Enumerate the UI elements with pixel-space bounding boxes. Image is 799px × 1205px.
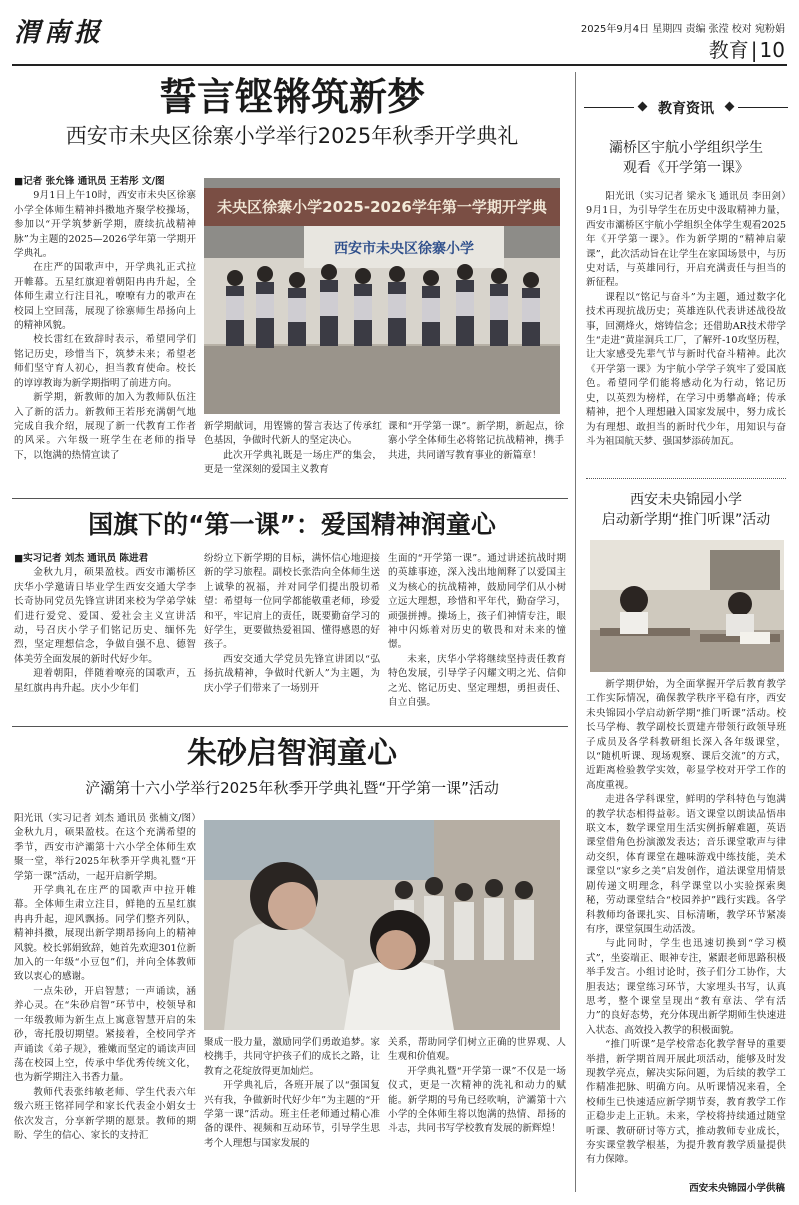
- paragraph: 课程以“铭记与奋斗”为主题，通过数字化技术再现抗战历史；英雄连队代表讲述战役故事，回溯烽火，熔铸信念；还借助AR技术带学生“走进”黄崖洞兵工厂，了解歼-10攻坚历程，让大家感受先辈气节与新时代奋斗精神。此次《开学第一课》为宇航小学学子筑牢了爱国底色。希望同学们能将感动化为行动，铭记历史，以英烈为榜样，在学习中勇攀高峰；传承精神，把个人理想融入国家发展中，努力成长为有理想、敢担当的新时代少年，用知识与奋斗为祖国航天梦、强国梦添砖加瓦。: [586, 291, 786, 447]
- sidebar-section-header: [584, 96, 788, 120]
- title-line: 启动新学期“推门听课”活动: [601, 512, 771, 528]
- paragraph: 与此同时，学生也迅速切换到“学习模式”，坐姿端正、眼神专注，紧跟老师思路积极举手发言。小组讨论时，孩子们分工协作，大胆表达；课堂练习环节，大家埋头书写，认真思考，整个课堂呈现出“教有章法、学有活力”的良好态势，充分体现出新学期师生快速进入状态、高效投入教学的积极面貌。: [586, 938, 786, 1036]
- story1-headline: 誓言铿锵筑新梦: [158, 75, 425, 119]
- story3-column-2: [204, 1036, 380, 1192]
- title-line: 西安未央锦园小学: [630, 492, 742, 508]
- story2-column-1: [14, 552, 196, 720]
- paragraph: 新学期献词，用铿锵的誓言表达了传承红色基因，争做时代新人的坚定决心。: [204, 421, 382, 447]
- paragraph: 走进各学科课堂，鲜明的学科特色与饱满的教学状态相得益彰。语文课堂以朗读品悟串联文本，数学课堂用生活实例拆解难题，英语课堂借角色扮演激发表达；音乐课堂歌声与律动交织，体育课堂在趣味游戏中练技能，美术课堂以“家乡之美”启发创作，道法课堂用情景剧传递文明理念，科学课堂以小实验探索奥秘，劳动课堂结合“校园养护”践行实践。各学科教师均备课扎实、目标清晰，教学环节紧凑有序，课堂氛围生动活泼。: [586, 794, 786, 935]
- ceremony-photo: [204, 178, 560, 414]
- page-number: 10: [759, 38, 785, 62]
- story3-subhead: 浐灞第十六小学举行2025年秋季开学典礼暨“开学第一课”活动: [85, 779, 499, 797]
- school-sign: 西安市未央区徐寨小学: [334, 241, 474, 257]
- sidebar-story-b-body: [586, 678, 786, 1180]
- header-diamond: [638, 102, 648, 112]
- paragraph: 阳光讯（实习记者 刘杰 通讯员 张楠文/图）金秋九月，硕果盈枝。在这个充满希望的季节，西安市浐灞第十六小学全体师生欢聚一堂，举行2025年秋季开学典礼暨“开学第一课”活动，一起开启新学期。: [14, 813, 196, 882]
- story1-column-3: [388, 420, 564, 492]
- paragraph: 开学典礼后，各班开展了以“强国复兴有我，争做新时代好少年”为主题的“开学第一课”活动。班主任老师通过精心准备的课件、视频和互动环节，引导学生思考个人理想与国家发展的: [204, 1080, 380, 1149]
- date-line: 2025年9月4日 星期四 责编 张滢 校对 宛粉娟: [580, 24, 785, 35]
- story-divider: [12, 726, 568, 727]
- paragraph: 纷纷立下新学期的目标，满怀信心地迎接新的学习旅程。副校长张浩向全体师生送上诚挚的祝福，并对同学们提出殷切希望：希望每一位同学都能敬重老师，珍爱和平，牢记肩上的责任，既要勤奋学习的好学生，更要做热爱祖国、懂得感恩的好孩子。: [204, 553, 380, 651]
- paragraph: 生面的“开学第一课”。通过讲述抗战时期的英雄事迹，深入浅出地阐释了以爱国主义为核心的抗战精神，鼓励同学们从小树立远大理想，珍惜和平年代，勤奋学习，顽强拼搏。操场上，孩子们神情专注，眼神中闪烁着对历史的敬畏和对未来的憧憬。: [388, 553, 566, 651]
- paragraph: 新学期伊始，为全面掌握开学后教育教学工作实际情况，确保教学秩序平稳有序，西安未央锦园小学启动新学期“推门听课”活动。校长马学梅、教学副校长贾建卉带领行政领导班子成员及各学科教研组长深入各年级课堂，以“随机听课、现场观察、课后交流”的方式，近距离检验教学实效，彰显学校对开学工作的高度重视。: [586, 679, 786, 791]
- masthead-rule: [12, 64, 787, 66]
- story3-headline: 朱砂启智润童心: [187, 736, 397, 771]
- paragraph: 聚成一股力量，激励同学们勇敢追梦。家校携手，共同守护孩子们的成长之路，让教育之花绽放得更加灿烂。: [204, 1037, 380, 1077]
- story2-column-3: [388, 552, 566, 720]
- section-name: 教育: [708, 38, 749, 62]
- story3-column-1: [14, 812, 196, 1192]
- classroom-photo: [590, 540, 784, 672]
- paragraph: 阳光讯（实习记者 梁永飞 通讯员 李田剑）9月1日，为引导学生在历史中汲取精神力量，西安市灞桥区宇航小学组织全体学生观看2025年《开学第一课》。作为新学期的“精神启蒙课”，此次活动旨在让学生在家国场景中，与历史对话，与英雄同行，开启充满责任与担当的新征程。: [586, 191, 786, 289]
- header-line-left: [584, 107, 634, 108]
- column-divider: [575, 72, 576, 1192]
- sidebar-divider: [586, 478, 786, 479]
- paragraph: 9月1日上午10时，西安市未央区徐寨小学全体师生精神抖擞地齐聚学校操场，参加以“开学筑梦新学期，赓续抗战精神脉”为主题的2025—2026学年第一学期开学典礼。: [14, 190, 196, 260]
- masthead: [0, 0, 799, 70]
- paragraph: 教师代表张纬敏老师、学生代表六年级六班王铭祥同学和家长代表金小娟女士依次发言，分享新学期的愿景。教师的期盼、学生的信心、家长的支持汇: [14, 1086, 196, 1141]
- newspaper-logo: 渭南报: [14, 18, 105, 48]
- sidebar-section-title: 教育资讯: [658, 101, 714, 117]
- paragraph: 开学典礼暨“开学第一课”不仅是一场仪式，更是一次精神的洗礼和动力的赋能。新学期的号角已经吹响，浐灞第十六小学的全体师生将以饱满的热情、昂扬的斗志，共同书写学校教育发展的新辉煌！: [388, 1065, 566, 1135]
- sidebar-story-b-title: [584, 490, 788, 530]
- cinnabar-photo: [204, 820, 560, 1030]
- sidebar-credit: 西安未央锦园小学供稿: [689, 1183, 785, 1194]
- title-line: 灞桥区宇航小学组织学生: [609, 140, 763, 156]
- story1-column-2: [204, 420, 382, 492]
- ceremony-banner: 未央区徐寨小学2025-2026学年第一学期开学典: [217, 198, 547, 216]
- header-diamond: [725, 102, 735, 112]
- paragraph: 开学典礼在庄严的国歌声中拉开帷幕。全体师生肃立注目，鲜艳的五星红旗冉冉升起，迎风飘扬。同学们整齐列队，精神抖擞，展现出新学期昂扬向上的精神风貌。校长郭娟致辞，她首先欢迎301位新加入的一年级“小豆包”们，并向全体教师致以衷心的感谢。: [14, 885, 196, 983]
- cinnabar-photo-illustration: [204, 820, 560, 1030]
- paragraph: 金秋九月，硕果盈枝。西安市灞桥区庆华小学邀请日毕业学生西安交通大学李长奇协同党员先锋宣讲团来校为学弟学妹们进行爱党、爱国、爱社会主义宣讲活动，号召庆小学子们铭记历史、缅怀先烈，坚定理想信念，争做自强不息、德智体美劳全面发展的新时代好少年。: [14, 567, 196, 665]
- story2-byline: ■实习记者 刘杰 通讯员 陈进君: [14, 553, 149, 564]
- sidebar-story-a-body: [586, 190, 786, 472]
- paragraph: 未来，庆华小学将继续坚持责任教育特色发展，引导学子闪耀文明之光、信仰之光、铭记历史、坚定理想，勇担责任、自立自强。: [388, 653, 566, 709]
- section-label: [709, 34, 785, 63]
- story3-column-3: [388, 1036, 566, 1192]
- sidebar-story-a-title: [584, 138, 788, 178]
- paragraph: “推门听课”是学校常态化教学督导的重要举措，新学期首周开展此项活动，能够及时发现教学亮点，解决实际问题，为后续的教学工作精准把脉、明确方向。从听课情况来看，全校师生已快速适应新学期节奏，教育教学工作正稳步走上正轨。未来，学校将持续通过随堂听课、教研研讨等方式，推动教师专业成长，夯实课堂教学根基，为提升教育教学质量提供有力保障。: [586, 1039, 786, 1166]
- paragraph: 迎着朝阳，伴随着嘹亮的国歌声，五星红旗冉冉升起。庆小少年们: [14, 668, 196, 694]
- paragraph: 新学期，新教师的加入为教师队伍注入了新的活力。新教师王若彤充满朝气地完成自我介绍，展现了新一代教育工作者的风采。六年级一班学生在老师的指导下，以饱满的热情宣读了: [14, 392, 196, 461]
- story2-column-2: [204, 552, 380, 720]
- story1-column-1: [14, 175, 196, 493]
- section-divider: |: [750, 38, 758, 62]
- paragraph: 校长雷红在致辞时表示，希望同学们铭记历史，珍惜当下，筑梦未来；希望老师们坚守育人初心，担当教育使命。校长的谆谆教诲为新学期指明了前进方向。: [14, 334, 196, 389]
- ceremony-photo-illustration: [204, 178, 560, 414]
- title-line: 观看《开学第一课》: [623, 160, 749, 176]
- paragraph: 在庄严的国歌声中，开学典礼正式拉开帷幕。五星红旗迎着朝阳冉冉升起，全体师生肃立行注目礼，嘹嘹有力的歌声在校园上空回荡，展现了徐寨师生昂扬向上的精神风貌。: [14, 262, 196, 332]
- paragraph: 关系，帮助同学们树立正确的世界观、人生观和价值观。: [388, 1037, 566, 1063]
- paragraph: 课和“开学第一课”。新学期，新起点，徐寨小学全体师生必将铭记抗战精神，携手共进，共同谱写教育事业的新篇章！: [388, 421, 564, 461]
- story1-byline: ■记者 张允锋 通讯员 王若彤 文/图: [14, 176, 165, 187]
- classroom-photo-illustration: [590, 540, 784, 672]
- header-line-right: [738, 107, 788, 108]
- paragraph: 此次开学典礼既是一场庄严的集会，更是一堂深刻的爱国主义教育: [204, 449, 382, 476]
- paragraph: 一点朱砂，开启智慧；一声诵读，涵养心灵。在“朱砂启智”环节中，校领导和一年级教师为新生点上寓意智慧开启的朱砂，寄托殷切期望。紧接着，全校同学齐声诵读《弟子规》，雅嫩而坚定的诵读声回荡在校园上空，传承中华优秀传统文化，也为新学期注入书香力量。: [14, 985, 196, 1084]
- story2-headline: 国旗下的“第一课”：爱国精神润童心: [88, 510, 496, 539]
- story1-subhead: 西安市未央区徐寨小学举行2025年秋季开学典礼: [65, 124, 519, 148]
- story-divider: [12, 498, 568, 499]
- paragraph: 西安交通大学党员先锋宣讲团以“弘扬抗战精神，争做时代新人”为主题，为庆小学子们带来了一场别开: [204, 653, 380, 694]
